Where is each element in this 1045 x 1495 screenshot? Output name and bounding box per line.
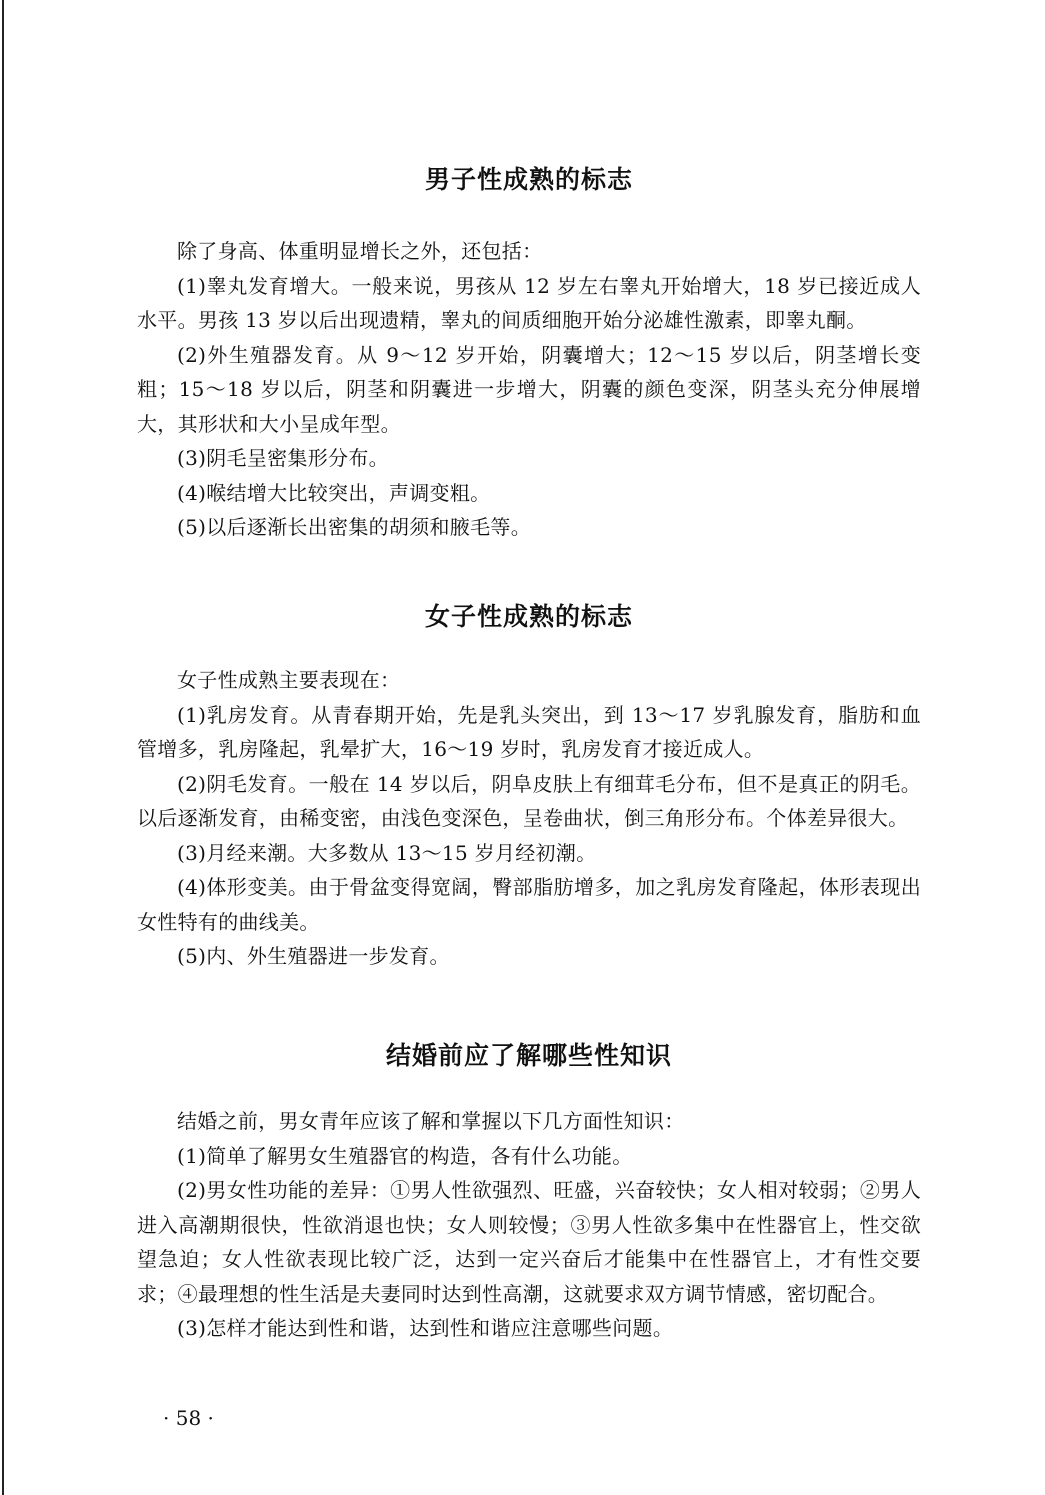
section-female-maturity [137, 597, 921, 974]
section-premarital-knowledge [137, 1036, 921, 1346]
paragraph: (1)简单了解男女生殖器官的构造，各有什么功能。 [177, 1143, 633, 1168]
paragraph: 除了身高、体重明显增长之外，还包括： [177, 239, 543, 263]
paragraph: (1)乳房发育。从青春期开始，先是乳头突出，到 13～17 岁乳腺发育，脂肪和血管增多，乳房隆起，乳晕扩大，16～19 岁时，乳房发育才接近成人。 [137, 702, 921, 761]
page-number: · 58 · [163, 1406, 214, 1430]
section-heading: 结婚前应了解哪些性知识 [385, 1041, 672, 1070]
paragraph: (2)男女性功能的差异：①男人性欲强烈、旺盛，兴奋较快；女人相对较弱；②男人进入高潮期很快，性欲消退也快；女人则较慢；③男人性欲多集中在性器官上，性交欲望急迫；女人性欲表现比较广泛，达到一定兴奋后才能集中在性器官上，才有性交要求；④最理想的性生活是夫妻同时达到性高潮，这就要求双方调节情感，密切配合。 [137, 1178, 921, 1306]
paragraph: (3)阴毛呈密集形分布。 [177, 446, 389, 470]
paragraph: (5)内、外生殖器进一步发育。 [177, 944, 450, 968]
paragraph: (3)月经来潮。大多数从 13～15 岁月经初潮。 [177, 840, 597, 865]
section-male-maturity [137, 160, 921, 545]
paragraph: 女子性成熟主要表现在： [177, 668, 401, 692]
paragraph: (2)外生殖器发育。从 9～12 岁开始，阴囊增大；12～15 岁以后，阴茎增长变粗；15～18 岁以后，阴茎和阴囊进一步增大，阴囊的颜色变深，阴茎头充分伸展增大，其形状和大小呈成年型。 [137, 342, 921, 436]
paragraph: 结婚之前，男女青年应该了解和掌握以下几方面性知识： [177, 1109, 685, 1133]
paragraph: (1)睾丸发育增大。一般来说，男孩从 12 岁左右睾丸开始增大，18 岁已接近成人水平。男孩 13 岁以后出现遗精，睾丸的间质细胞开始分泌雄性激素，即睾丸酮。 [137, 273, 921, 332]
paragraph: (4)喉结增大比较突出，声调变粗。 [177, 480, 491, 505]
section-heading: 女子性成熟的标志 [424, 602, 633, 631]
paragraph: (4)体形变美。由于骨盆变得宽阔，臀部脂肪增多，加之乳房发育隆起，体形表现出女性特有的曲线美。 [137, 875, 921, 934]
paragraph: (2)阴毛发育。一般在 14 岁以后，阴阜皮肤上有细茸毛分布，但不是真正的阴毛。以后逐渐发育，由稀变密，由浅色变深色，呈卷曲状，倒三角形分布。个体差异很大。 [137, 771, 921, 830]
page-edge-line [2, 0, 4, 1495]
paragraph: (5)以后逐渐长出密集的胡须和腋毛等。 [177, 515, 532, 539]
section-heading: 男子性成熟的标志 [424, 165, 633, 194]
paragraph: (3)怎样才能达到性和谐，达到性和谐应注意哪些问题。 [177, 1316, 674, 1340]
